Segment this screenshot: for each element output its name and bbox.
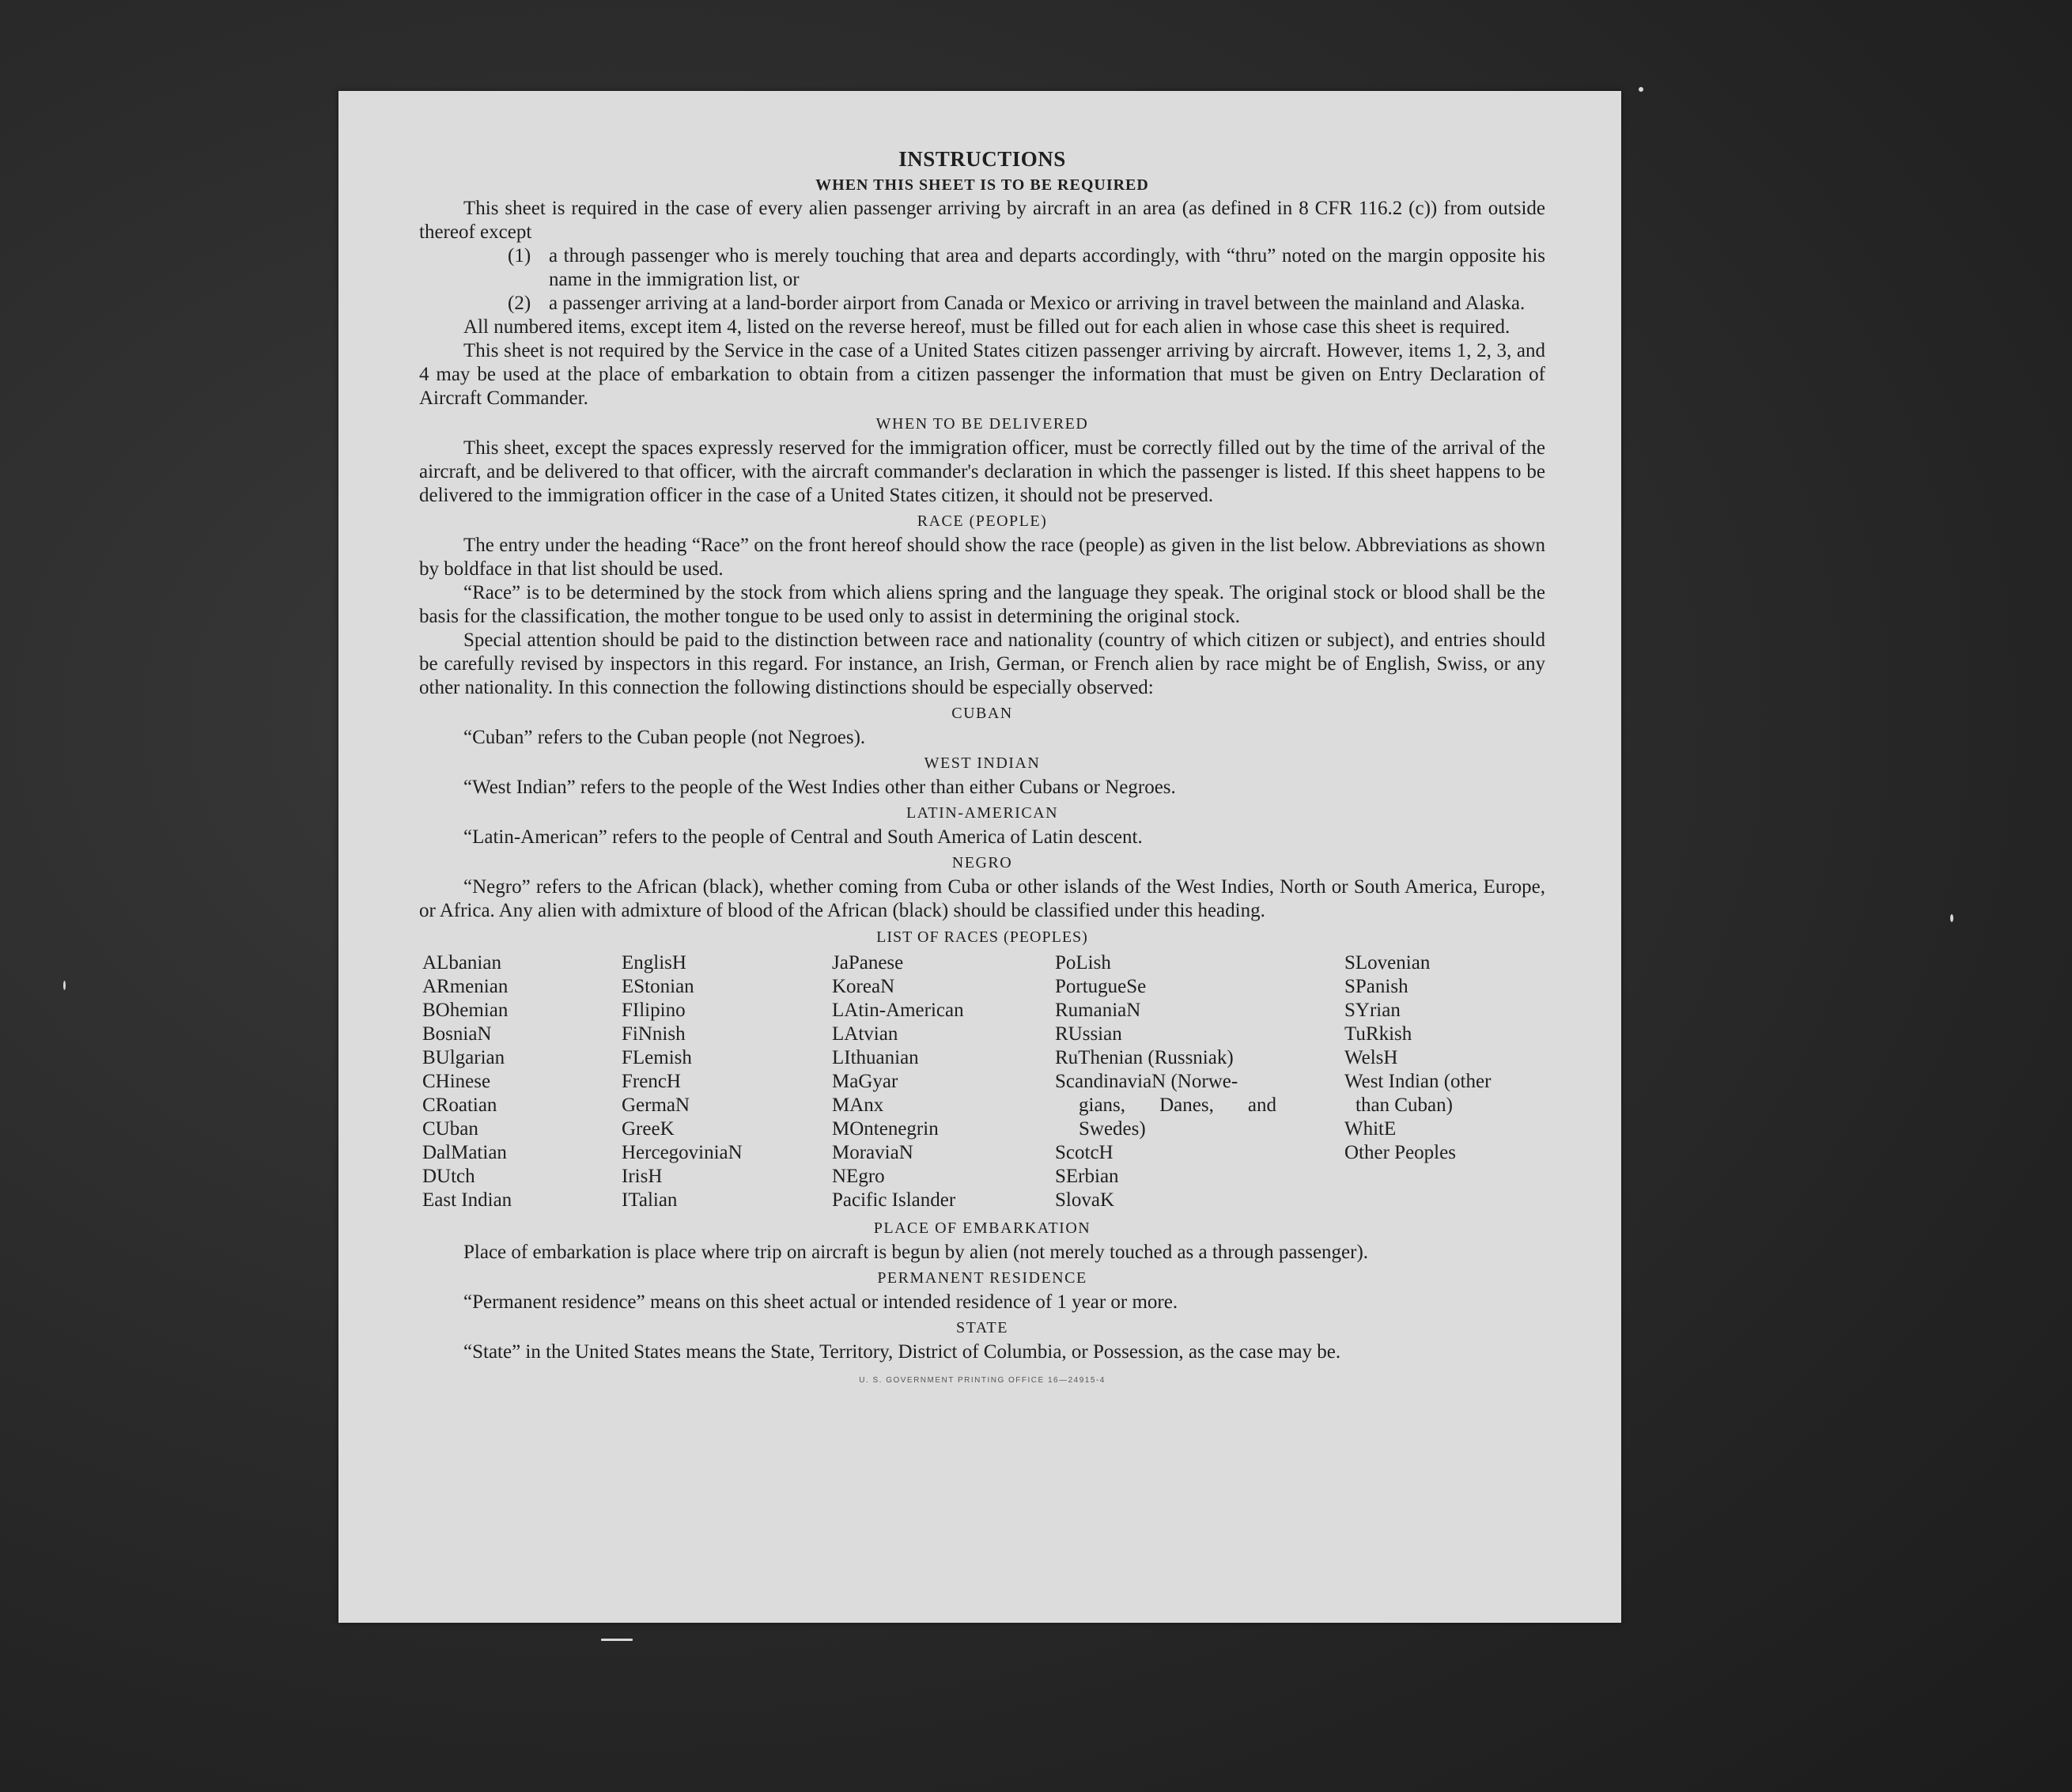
race-item: ScotcH (1055, 1142, 1114, 1163)
race-column (1344, 951, 1545, 1212)
race-item: West Indian (other (1344, 1071, 1492, 1092)
item-number: (2) (508, 293, 531, 314)
race-item: PortugueSe (1055, 976, 1147, 997)
race-column (622, 951, 832, 1212)
scan-speck (63, 981, 66, 990)
list-item (508, 292, 1545, 316)
paragraph: This sheet, except the spaces expressly reserved for the immigration officer, must be correctly filled out by the time of the arrival of the aircraft, and be delivered to that officer, with the aircraft commander's declaration in which the passenger is listed. If this sheet happens to be delivered to the immigration officer in the case of a United States citizen, it should not be preserved. (419, 437, 1545, 506)
race-item: NEgro (832, 1166, 885, 1187)
race-item: ScandinaviaN (Norwe- (1055, 1071, 1238, 1092)
race-item: RumaniaN (1055, 1000, 1141, 1021)
race-item: TuRkish (1344, 1023, 1412, 1045)
paragraph: “Permanent residence” means on this sheet actual or intended residence of 1 year or more. (463, 1291, 1178, 1313)
paragraph: This sheet is required in the case of every alien passenger arriving by aircraft in an area (as defined in 8 CFR 116.2 (c)) from outside thereof except (419, 198, 1545, 243)
race-item: WelsH (1344, 1047, 1398, 1068)
race-list-title: LIST OF RACES (PEOPLES) (876, 928, 1088, 946)
list-item (508, 244, 1545, 292)
item-number: (1) (508, 245, 531, 267)
paragraph: Special attention should be paid to the distinction between race and nationality (country of which citizen or subject), and entries should be carefully revised by inspectors in this regard. For instance, an Irish, German, or French alien by race might be of English, Swiss, or any other nationality. In this connection the following distinctions should be especially observed: (419, 629, 1545, 698)
paragraph: Place of embarkation is place where trip on aircraft is begun by alien (not merely touched as a through passenger). (463, 1242, 1369, 1263)
race-item: WhitE (1344, 1118, 1397, 1140)
subheading-cuban: CUBAN (951, 705, 1013, 722)
race-item: FiNnish (622, 1023, 686, 1045)
page-title: INSTRUCTIONS (898, 147, 1066, 171)
race-item: BUlgarian (422, 1047, 505, 1068)
race-item: CHinese (422, 1071, 491, 1092)
race-item: LAtin-American (832, 1000, 964, 1021)
race-item: LIthuanian (832, 1047, 919, 1068)
subheading-latin-american: LATIN-AMERICAN (906, 804, 1059, 822)
race-item: DUtch (422, 1166, 475, 1187)
scan-speck (601, 1639, 633, 1641)
race-item: SErbian (1055, 1166, 1119, 1187)
printer-imprint: U. S. GOVERNMENT PRINTING OFFICE 16—24915-4 (859, 1376, 1106, 1385)
race-column (422, 951, 622, 1212)
race-item-continuation: than Cuban) (1355, 1094, 1453, 1116)
race-item: FrencH (622, 1071, 681, 1092)
paragraph: “West Indian” refers to the people of the West Indies other than either Cubans or Negroes. (463, 777, 1176, 798)
subheading-west-indian: WEST INDIAN (924, 754, 1041, 772)
race-item: East Indian (422, 1189, 512, 1211)
race-item: PoLish (1055, 952, 1111, 974)
race-item: LAtvian (832, 1023, 898, 1045)
race-item: Other Peoples (1344, 1142, 1456, 1163)
section-heading-embarkation: PLACE OF EMBARKATION (873, 1219, 1091, 1237)
race-item: ARmenian (422, 976, 509, 997)
race-item: IrisH (622, 1166, 663, 1187)
race-item: ALbanian (422, 952, 501, 974)
subheading-negro: NEGRO (951, 854, 1013, 871)
race-item: ITalian (622, 1189, 678, 1211)
race-item: MOntenegrin (832, 1118, 939, 1140)
race-list (422, 951, 1545, 1212)
item-text: a through passenger who is merely touching that area and departs accordingly, with “thru” noted on the margin opposite his name in the immigration list, or (549, 245, 1545, 290)
race-item: FLemish (622, 1047, 692, 1068)
race-item: BosniaN (422, 1023, 492, 1045)
race-item: MaGyar (832, 1071, 898, 1092)
race-item: FIlipino (622, 1000, 686, 1021)
race-item: SLovenian (1344, 952, 1431, 974)
scan-speck (1639, 87, 1643, 92)
paragraph: “Negro” refers to the African (black), whether coming from Cuba or other islands of the West Indies, North or South America, Europe, or Africa. Any alien with admixture of blood of the African (black) should be classified under this heading. (419, 876, 1545, 921)
race-item: MoraviaN (832, 1142, 913, 1163)
race-item: KoreaN (832, 976, 895, 997)
race-item: RUssian (1055, 1023, 1122, 1045)
scan-speck (1950, 914, 1953, 922)
race-item: RuThenian (Russniak) (1055, 1047, 1234, 1068)
race-item: HercegoviniaN (622, 1142, 743, 1163)
race-item: Pacific Islander (832, 1189, 956, 1211)
section-heading-state: STATE (956, 1319, 1008, 1336)
race-item: EnglisH (622, 952, 686, 974)
section-heading-race: RACE (PEOPLE) (917, 512, 1048, 530)
paragraph: The entry under the heading “Race” on the front hereof should show the race (people) as given in the list below. Abbreviations as shown by boldface in that list should be used. (419, 535, 1545, 580)
race-item: JaPanese (832, 952, 904, 974)
race-item: BOhemian (422, 1000, 509, 1021)
race-item: CUban (422, 1118, 478, 1140)
race-column (1055, 951, 1344, 1212)
race-item: GreeK (622, 1118, 675, 1140)
race-item: GermaN (622, 1094, 690, 1116)
instruction-sheet (338, 91, 1621, 1623)
paragraph: “Latin-American” refers to the people of Central and South America of Latin descent. (463, 826, 1143, 848)
section-heading-when-delivered: WHEN TO BE DELIVERED (875, 415, 1089, 433)
race-item: EStonian (622, 976, 694, 997)
paragraph: This sheet is not required by the Service in the case of a United States citizen passenger arriving by aircraft. However, items 1, 2, 3, and 4 may be used at the place of embarkation to obtain from a citizen passenger the information that must be given on Entry Declaration of Aircraft Commander. (419, 340, 1545, 409)
race-item: DalMatian (422, 1142, 507, 1163)
race-item: CRoatian (422, 1094, 497, 1116)
race-item: MAnx (832, 1094, 884, 1116)
race-item: SYrian (1344, 1000, 1401, 1021)
paragraph: “State” in the United States means the State, Territory, District of Columbia, or Possession, as the case may be. (463, 1341, 1341, 1363)
item-text: a passenger arriving at a land-border airport from Canada or Mexico or arriving in travel between the mainland and Alaska. (549, 293, 1526, 314)
race-item: SPanish (1344, 976, 1408, 997)
race-item-continuation: gians, Danes, and Swedes) (1079, 1094, 1276, 1140)
section-heading-residence: PERMANENT RESIDENCE (877, 1269, 1087, 1287)
paragraph: “Cuban” refers to the Cuban people (not Negroes). (463, 727, 866, 748)
section-heading-when-required: WHEN THIS SHEET IS TO BE REQUIRED (815, 176, 1149, 194)
race-column (832, 951, 1055, 1212)
paragraph: All numbered items, except item 4, listed on the reverse hereof, must be filled out for each alien in whose case this sheet is required. (463, 316, 1511, 338)
paragraph: “Race” is to be determined by the stock from which aliens spring and the language they speak. The original stock or blood shall be the basis for the classification, the mother tongue to be used only to assist in determining the original stock. (419, 582, 1545, 627)
race-item: SlovaK (1055, 1189, 1114, 1211)
